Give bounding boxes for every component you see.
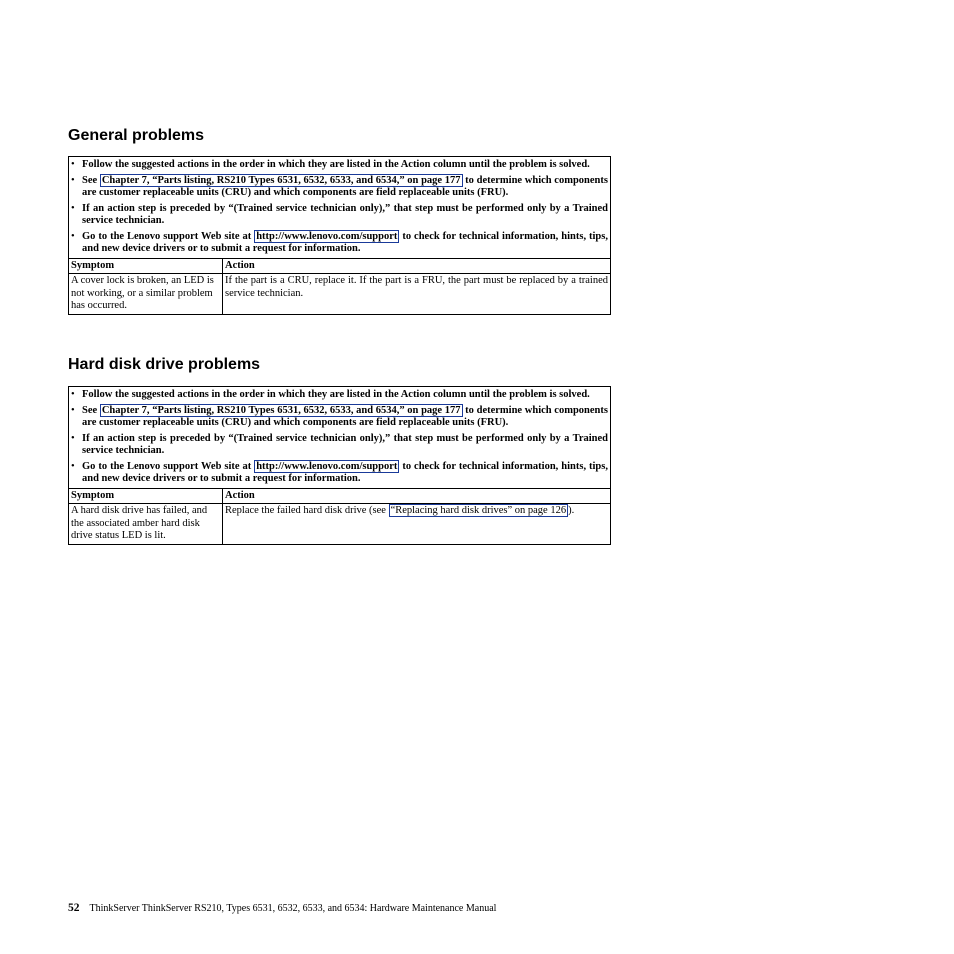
table-header-row bbox=[69, 488, 611, 504]
symptom-header: Symptom bbox=[69, 258, 223, 274]
footer-text: ThinkServer ThinkServer RS210, Types 6531, 6532, 6533, and 6534: Hardware Maintenance Manual bbox=[89, 903, 497, 914]
table-row bbox=[69, 274, 611, 315]
action-header: Action bbox=[223, 258, 611, 274]
note-item: • Go to the Lenovo support Web site at http://www.lenovo.com/support to check for technical information, hints, tips, and new device drivers or to submit a request for information. bbox=[71, 460, 608, 484]
section-title-general: General problems bbox=[68, 127, 205, 144]
notes-list bbox=[69, 389, 608, 486]
bullet-icon: • bbox=[71, 174, 75, 186]
action-cell: Replace the failed hard disk drive (see “Replacing hard disk drives” on page 126 ). bbox=[223, 504, 611, 545]
note-item: • See Chapter 7, “Parts listing, RS210 Types 6531, 6532, 6533, and 6534,” on page 177 to determine which components are customer replaceable units (CRU) and which components are field replaceable units (FRU). bbox=[71, 174, 608, 198]
page-number: 52 bbox=[68, 902, 80, 914]
action-header: Action bbox=[223, 488, 611, 504]
symptom-cell: A cover lock is broken, an LED is not working, or a similar problem has occurred. bbox=[69, 274, 223, 315]
lenovo-support-link[interactable]: http://www.lenovo.com/support bbox=[256, 230, 398, 242]
bullet-icon: • bbox=[71, 432, 75, 444]
symptom-cell: A hard disk drive has failed, and the associated amber hard disk drive status LED is lit. bbox=[69, 504, 223, 545]
general-problems-table bbox=[68, 156, 611, 315]
bullet-icon: • bbox=[71, 460, 75, 472]
bullet-icon: • bbox=[71, 159, 75, 170]
notes-cell bbox=[69, 157, 611, 259]
section-title-hdd: Hard disk drive problems bbox=[68, 356, 261, 373]
table-header-row bbox=[69, 258, 611, 274]
page-footer bbox=[68, 902, 496, 915]
bullet-icon: • bbox=[71, 202, 75, 214]
bullet-icon: • bbox=[71, 404, 75, 416]
symptom-header: Symptom bbox=[69, 488, 223, 504]
note-item: • If an action step is preceded by “(Trained service technician only),” that step must be performed only by a Trained service technician. bbox=[71, 202, 608, 226]
notes-cell bbox=[69, 387, 611, 489]
note-item: • Follow the suggested actions in the order in which they are listed in the Action column until the problem is solved. bbox=[71, 389, 590, 400]
bullet-icon: • bbox=[71, 230, 75, 242]
hdd-problems-table bbox=[68, 386, 611, 545]
bullet-icon: • bbox=[71, 389, 75, 400]
chapter7-link[interactable]: Chapter 7, “Parts listing, RS210 Types 6531, 6532, 6533, and 6534,” on page 177 bbox=[101, 404, 461, 416]
notes-list bbox=[69, 159, 608, 256]
lenovo-support-link[interactable]: http://www.lenovo.com/support bbox=[256, 460, 398, 472]
chapter7-link[interactable]: Chapter 7, “Parts listing, RS210 Types 6531, 6532, 6533, and 6534,” on page 177 bbox=[101, 174, 461, 186]
note-item: • See Chapter 7, “Parts listing, RS210 Types 6531, 6532, 6533, and 6534,” on page 177 to determine which components are customer replaceable units (CRU) and which components are field replaceable units (FRU). bbox=[71, 404, 608, 428]
action-cell: If the part is a CRU, replace it. If the part is a FRU, the part must be replaced by a trained service technician. bbox=[223, 274, 611, 315]
note-item: • If an action step is preceded by “(Trained service technician only),” that step must be performed only by a Trained service technician. bbox=[71, 432, 608, 456]
note-item: • Follow the suggested actions in the order in which they are listed in the Action column until the problem is solved. bbox=[71, 159, 590, 170]
replacing-hdd-link[interactable]: “Replacing hard disk drives” on page 126 bbox=[390, 505, 567, 516]
table-row bbox=[69, 504, 611, 545]
note-item: • Go to the Lenovo support Web site at http://www.lenovo.com/support to check for technical information, hints, tips, and new device drivers or to submit a request for information. bbox=[71, 230, 608, 254]
